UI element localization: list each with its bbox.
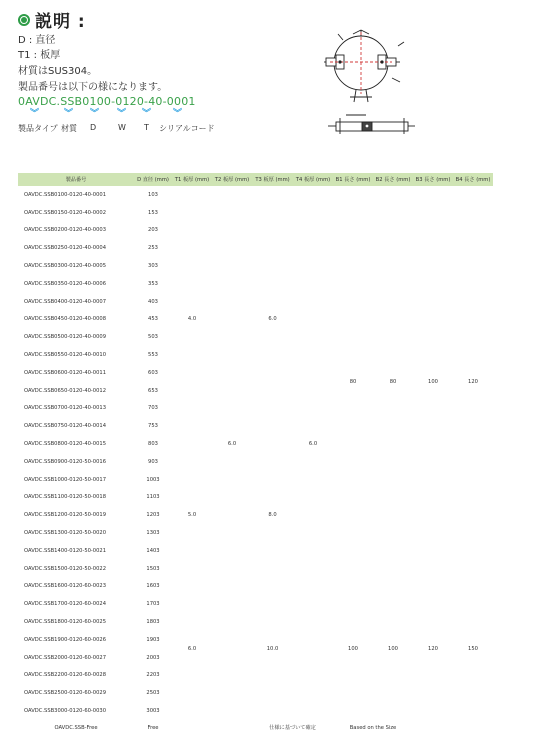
part-number-cell: OAVDC.SSB1200-0120-50-0019 — [24, 512, 106, 519]
t3-cell: 8.0 — [268, 512, 277, 519]
col-header: T2 板厚 (mm) — [212, 173, 252, 186]
code-part-labels — [18, 123, 228, 135]
diameter-cell: 2503 — [146, 690, 160, 697]
b4-cell: 150 — [468, 645, 478, 652]
table-row — [18, 186, 493, 204]
table-row-free — [18, 720, 493, 736]
col-header: B3 長さ (mm) — [413, 173, 453, 186]
part-number-cell: OAVDC.SSB-Free — [54, 724, 98, 731]
part-number-cell: OAVDC.SSB2000-0120-60-0027 — [24, 654, 106, 661]
code-part-label: 材質 — [61, 124, 77, 133]
t1-cell: 6.0 — [187, 645, 197, 652]
diameter-cell: 453 — [148, 316, 158, 323]
band-drawing — [320, 22, 420, 142]
code-part-label: 製品タイプ — [18, 124, 58, 133]
part-number-cell: OAVDC.SSB0800-0120-40-0015 — [24, 441, 106, 448]
diameter-cell: 553 — [148, 352, 158, 359]
part-number-cell: OAVDC.SSB0700-0120-40-0013 — [24, 405, 106, 412]
table-header-row — [18, 173, 493, 186]
code-part-label: シリアルコード — [159, 124, 215, 133]
diameter-cell: 1403 — [146, 547, 160, 554]
title-row — [18, 7, 86, 32]
b4-cell: 120 — [468, 378, 478, 385]
diameter-cell: 2203 — [146, 672, 160, 679]
part-number-cell: OAVDC.SSB3000-0120-60-0030 — [24, 708, 106, 714]
part-number-cell: OAVDC.SSB0650-0120-40-0012 — [24, 387, 106, 394]
diameter-cell: 903 — [148, 458, 158, 465]
part-number-cell: OAVDC.SSB1500-0120-50-0022 — [24, 565, 106, 572]
diameter-cell: 253 — [148, 245, 158, 252]
part-number-cell: OAVDC.SSB0550-0120-40-0010 — [24, 352, 106, 359]
part-number-cell: OAVDC.SSB1900-0120-60-0026 — [24, 636, 106, 643]
diameter-cell: 1903 — [146, 636, 160, 643]
code-part-label: D — [90, 123, 97, 132]
desc-line-2: T1 : 板厚 — [18, 50, 61, 61]
part-number-cell: OAVDC.SSB0600-0120-40-0011 — [24, 369, 106, 376]
chevron-down-icon: ︾ — [142, 109, 152, 119]
b3-cell: 100 — [428, 378, 438, 385]
part-number-cell: OAVDC.SSB1600-0120-60-0023 — [24, 583, 106, 590]
part-number-cell: OAVDC.SSB0200-0120-40-0003 — [24, 227, 106, 234]
t3-cell: 10.0 — [266, 645, 279, 652]
diameter-cell: 2003 — [146, 654, 160, 661]
col-header: T3 板厚 (mm) — [252, 173, 293, 186]
col-header: B2 長さ (mm) — [373, 173, 413, 186]
diameter-cell: 353 — [148, 280, 158, 287]
diameter-cell: 103 — [148, 191, 158, 198]
diameter-cell: 1703 — [146, 601, 160, 608]
b1-cell: 100 — [348, 645, 358, 652]
diameter-cell: 153 — [148, 209, 158, 216]
desc-line-1: D : 直径 — [18, 35, 56, 46]
t1-cell: 4.0 — [187, 316, 197, 323]
page-title: 説明 : — [35, 12, 86, 32]
chevron-down-icon: ︾ — [117, 109, 127, 119]
diameter-cell: 503 — [148, 334, 158, 341]
part-number-cell: OAVDC.SSB2200-0120-60-0028 — [24, 672, 106, 679]
diameter-cell: 403 — [148, 298, 158, 305]
t2-cell: 6.0 — [227, 441, 237, 448]
part-number-cell: OAVDC.SSB1700-0120-60-0024 — [24, 601, 106, 608]
t1-cell: 5.0 — [187, 512, 197, 519]
table-row — [18, 578, 493, 596]
desc-line-4: 製品番号は以下の様になります。 — [18, 82, 168, 93]
diameter-cell: 1103 — [146, 494, 160, 501]
b2-cell: 100 — [388, 645, 398, 652]
size-note-jp: 仕様に基づいて確定 — [269, 725, 316, 732]
diameter-cell: 803 — [148, 441, 158, 448]
col-header: D 直径 (mm) — [134, 173, 172, 186]
part-number-cell: OAVDC.SSB0900-0120-50-0016 — [24, 458, 106, 465]
size-note-en: Based on the Size — [349, 724, 397, 731]
bullet-icon — [18, 14, 30, 26]
diameter-cell: Free — [147, 724, 159, 731]
b3-cell: 120 — [428, 645, 438, 652]
col-header: T4 板厚 (mm) — [293, 173, 333, 186]
t4-cell: 6.0 — [308, 441, 318, 448]
product-code-example: 0AVDC.SSB0100-0120-40-0001 — [18, 95, 196, 108]
part-number-cell: OAVDC.SSB0400-0120-40-0007 — [24, 298, 106, 305]
part-number-cell: OAVDC.SSB1300-0120-50-0020 — [24, 530, 106, 537]
diameter-cell: 603 — [148, 369, 158, 376]
b2-cell: 80 — [389, 378, 397, 385]
t3-cell: 6.0 — [268, 316, 277, 323]
part-number-cell: OAVDC.SSB1400-0120-50-0021 — [24, 547, 106, 554]
diameter-cell: 1803 — [146, 619, 160, 626]
diameter-cell: 1303 — [146, 530, 160, 537]
part-number-cell: OAVDC.SSB1800-0120-60-0025 — [24, 619, 106, 626]
diameter-cell: 1203 — [146, 512, 160, 519]
part-number-cell: OAVDC.SSB0500-0120-40-0009 — [24, 334, 106, 341]
part-number-cell: OAVDC.SSB1000-0120-50-0017 — [24, 476, 106, 483]
chevron-down-icon: ︾ — [173, 109, 183, 119]
part-number-cell: OAVDC.SSB0300-0120-40-0005 — [24, 263, 106, 270]
diameter-cell: 1003 — [146, 476, 160, 483]
diameter-cell: 3003 — [146, 708, 160, 714]
chevron-down-icon: ︾ — [30, 109, 40, 119]
diameter-cell: 1503 — [146, 565, 160, 572]
diameter-cell: 1603 — [146, 583, 160, 590]
code-part-label: T — [144, 123, 149, 132]
diameter-cell: 703 — [148, 405, 158, 412]
col-header: T1 板厚 (mm) — [172, 173, 212, 186]
chevron-down-icon: ︾ — [90, 109, 100, 119]
part-number-cell: OAVDC.SSB0450-0120-40-0008 — [24, 316, 106, 323]
part-number-cell: OAVDC.SSB0350-0120-40-0006 — [24, 280, 106, 287]
chevron-down-icon: ︾ — [64, 109, 74, 119]
part-number-cell: OAVDC.SSB0250-0120-40-0004 — [24, 245, 106, 252]
part-number-cell: OAVDC.SSB2500-0120-60-0029 — [24, 690, 106, 697]
code-part-label: W — [118, 123, 126, 132]
code-chevrons — [18, 110, 228, 122]
col-header: 製品番号 — [18, 173, 134, 186]
part-number-cell: OAVDC.SSB0100-0120-40-0001 — [24, 191, 106, 198]
part-number-cell: OAVDC.SSB0150-0120-40-0002 — [24, 209, 106, 216]
diameter-cell: 303 — [148, 263, 158, 270]
spec-table — [18, 173, 493, 736]
col-header: B1 長さ (mm) — [333, 173, 373, 186]
diameter-cell: 203 — [148, 227, 158, 234]
b1-cell: 80 — [349, 378, 357, 385]
desc-line-3: 材質はSUS304。 — [18, 66, 98, 77]
diameter-cell: 753 — [148, 423, 158, 430]
part-number-cell: OAVDC.SSB1100-0120-50-0018 — [24, 494, 106, 501]
diameter-cell: 653 — [148, 387, 158, 394]
col-header: B4 長さ (mm) — [453, 173, 493, 186]
part-number-cell: OAVDC.SSB0750-0120-40-0014 — [24, 423, 106, 430]
